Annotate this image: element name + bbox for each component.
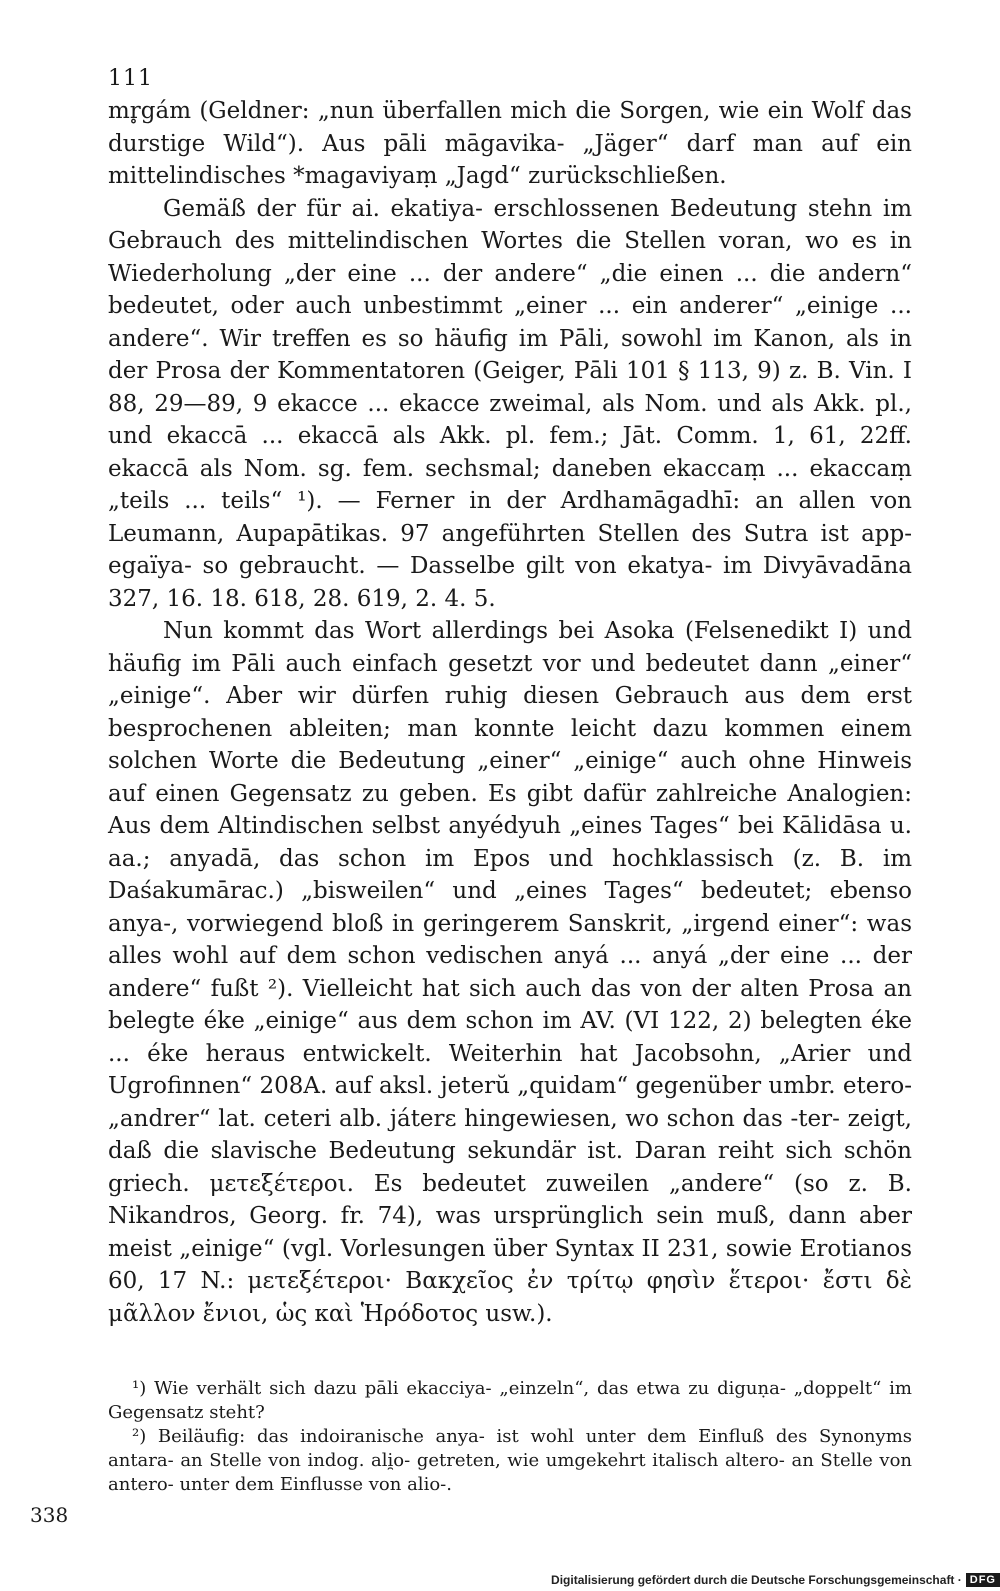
- paragraph: Gemäß der für ai. ekatiya- erschlossenen Bedeutung stehn im Gebrauch des mittelindischen Wortes die Stellen voran, wo es in Wiederholung „der eine ... der andere“ „die einen ... die andern“ bedeutet, oder auch unbestimmt „einer ... ein anderer“ „einige ... andere“. Wir treffen es so häufig im Pāli, sowohl im Kanon, als in der Prosa der Kommentatoren (Geiger, Pāli 101 § 113, 9) z. B. Vin. I 88, 29—89, 9 ekacce ... ekacce zweimal, als Nom. und als Akk. pl., und ekaccā ... ekaccā als Akk. pl. fem.; Jāt. Comm. 1, 61, 22ff. ekaccā als Nom. sg. fem. sechsmal; daneben ekaccaṃ ... ekaccaṃ „teils ... teils“ ¹). — Ferner in der Ardhamāgadhī: an allen von Leumann, Aupapātikas. 97 angeführten Stellen des Sutra ist app-egaïya- so gebraucht. — Dasselbe gilt von ekatya- im Divyāvadāna 327, 16. 18. 618, 28. 619, 2. 4. 5.: [108, 195, 912, 612]
- funding-footer: [551, 1573, 1000, 1587]
- page-number-top: 111: [108, 66, 153, 91]
- funding-note: Digitalisierung gefördert durch die Deutsche Forschungsgemeinschaft ·: [551, 1573, 962, 1587]
- footnote-1: ¹) Wie verhält sich dazu pāli ekacciya- „einzeln“, das etwa zu diguṇa- „doppelt“ im Gegensatz steht?: [108, 1378, 912, 1423]
- body-text: [108, 95, 912, 1330]
- paragraph: mr̥gám (Geldner: „nun überfallen mich die Sorgen, wie ein Wolf das durstige Wild“). Aus pāli māgavika- „Jäger“ darf man auf ein mittelindisches *magaviyaṃ „Jagd“ zurückschließen.: [108, 98, 912, 189]
- dfg-logo: DFG: [966, 1573, 1000, 1587]
- paragraph: Nun kommt das Wort allerdings bei Asoka (Felsenedikt I) und häufig im Pāli auch einfach gesetzt vor und bedeutet dann „einer“ „einige“. Aber wir dürfen ruhig diesen Gebrauch aus dem erst besprochenen ableiten; man konnte leicht dazu kommen einem solchen Worte die Bedeutung „einer“ „einige“ auch ohne Hinweis auf einen Gegensatz zu geben. Es gibt dafür zahlreiche Analogien: Aus dem Altindischen selbst anyédyuh „eines Tages“ bei Kālidāsa u. aa.; anyadā, das schon im Epos und hochklassisch (z. B. im Daśakumārac.) „bisweilen“ und „eines Tages“ bedeutet; ebenso anya-, vorwiegend bloß in geringerem Sanskrit, „irgend einer“: was alles wohl auf dem schon vedischen anyá ... anyá „der eine ... der andere“ fußt ²). Vielleicht hat sich auch das von der alten Prosa an belegte éke „einige“ aus dem schon im AV. (VI 122, 2) belegten éke ... éke heraus entwickelt. Weiterhin hat Jacobsohn, „Arier und Ugrofinnen“ 208A. auf aksl. jeterŭ „quidam“ gegenüber umbr. etero- „andrer“ lat. ceteri alb. játerε hingewiesen, wo schon das -ter- zeigt, daß die slavische Bedeutung sekundär ist. Daran reiht sich schön griech. μετεξέτεροι. Es bedeutet zuweilen „andere“ (so z. B. Nikandros, Georg. fr. 74), was ursprünglich sein muß, dann aber meist „einige“ (vgl. Vorlesungen über Syntax II 231, sowie Erotianos 60, 17 N.: μετεξέτεροι· Βακχεῖος ἐν τρίτῳ φησὶν ἕτεροι· ἔστι δὲ μᾶλλον ἔνιοι, ὡς καὶ Ἡρόδοτος usw.).: [108, 618, 912, 1327]
- footnotes: [108, 1377, 912, 1497]
- page-number-bottom: 338: [30, 1503, 69, 1527]
- footnote-2: ²) Beiläufig: das indoiranische anya- ist wohl unter dem Einfluß des Synonyms antara- an Stelle von indog. ali̯o- getreten, wie umgekehrt italisch altero- an Stelle von antero- unter dem Einflusse von alio-.: [108, 1426, 912, 1495]
